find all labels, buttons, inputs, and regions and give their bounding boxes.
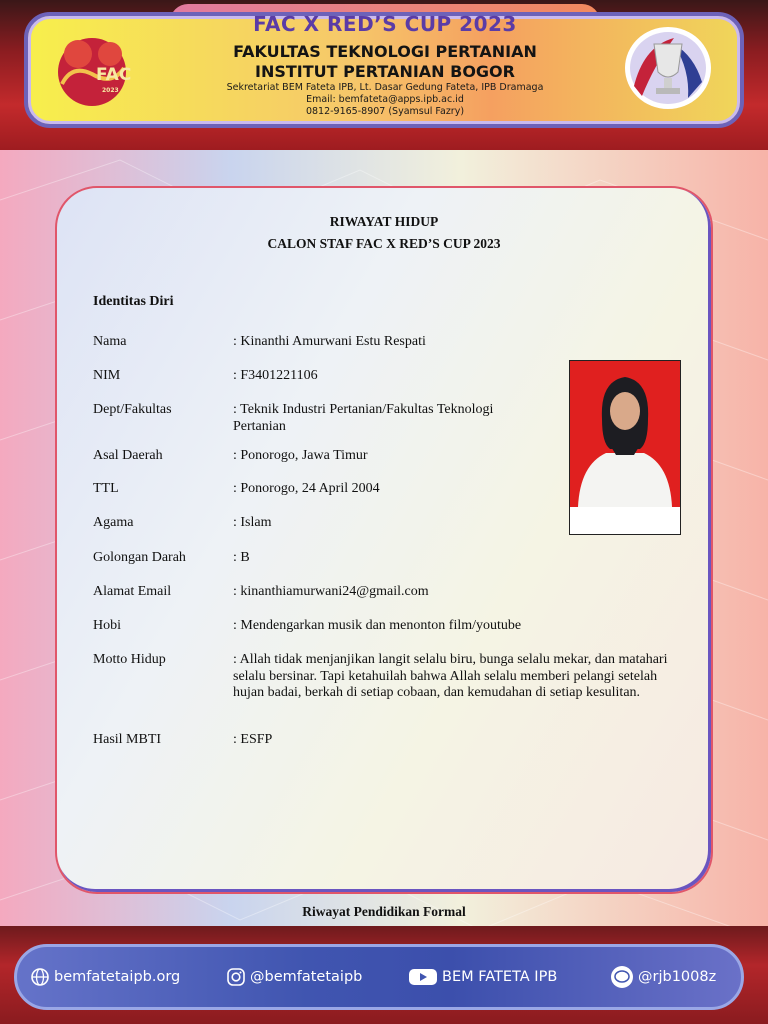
footer-website[interactable]: [30, 964, 180, 990]
field-value-hobi: : Mendengarkan musik dan menonton film/youtube: [233, 618, 522, 633]
youtube-icon: [408, 967, 438, 987]
instagram-icon: [226, 967, 246, 987]
field-value-mbti: : ESFP: [233, 732, 273, 747]
footer-instagram-text: @bemfatetaipb: [250, 969, 363, 985]
field-value-motto: : Allah tidak menjanjikan langit selalu biru, bunga selalu mekar, dan matahari selalu bersinar. Tapi ketahuilah bahwa Allah selalu memberi pelangi setelah hujan badai, berkah di setiap cobaan, dan kemudahan di setiap kesulitan.: [233, 652, 668, 700]
field-label-mbti: Hasil MBTI: [93, 732, 162, 747]
field-value-dept: : Teknik Industri Pertanian/Fakultas Teknologi Pertanian: [233, 402, 494, 434]
field-value-ttl: : Ponorogo, 24 April 2004: [233, 481, 380, 496]
profile-photo-image: [570, 361, 680, 534]
field-label-asal-daerah: Asal Daerah: [93, 448, 163, 463]
document-title: RIWAYAT HIDUP: [329, 214, 439, 229]
document-subtitle: CALON STAF FAC X RED’S CUP 2023: [267, 236, 501, 251]
footer-youtube-text: BEM FATETA IPB: [442, 969, 558, 985]
field-label-ttl: TTL: [93, 481, 119, 496]
footer-website-text: bemfatetaipb.org: [54, 969, 181, 985]
contact-email: Email: bemfateta@apps.ipb.ac.id: [306, 94, 464, 105]
institute-name: INSTITUT PERTANIAN BOGOR: [255, 62, 515, 81]
field-value-nim: : F3401221106: [233, 368, 318, 383]
event-title: FAC X RED’S CUP 2023: [253, 12, 517, 36]
contact-phone: 0812-9165-8907 (Syamsul Fazry): [305, 106, 465, 117]
footer-line[interactable]: [610, 964, 716, 990]
field-label-motto: Motto Hidup: [93, 652, 166, 667]
field-value-asal-daerah: : Ponorogo, Jawa Timur: [233, 448, 368, 463]
profile-photo: [569, 360, 681, 535]
fac-logo-text: FAC: [96, 65, 132, 85]
cv-card: [55, 186, 713, 894]
secretariat-address: Sekretariat BEM Fateta IPB, Lt. Dasar Gedung Fateta, IPB Dramaga: [226, 82, 544, 93]
globe-icon: [30, 967, 50, 987]
footer-instagram[interactable]: [226, 964, 362, 990]
field-label-hobi: Hobi: [93, 618, 121, 633]
footer-youtube[interactable]: [408, 964, 557, 990]
field-label-golongan-darah: Golongan Darah: [93, 550, 186, 565]
field-label-email: Alamat Email: [93, 584, 172, 599]
footer-line-text: @rjb1008z: [638, 969, 717, 985]
faculty-name: FAKULTAS TEKNOLOGI PERTANIAN: [233, 42, 537, 61]
line-icon: [610, 965, 634, 989]
trophy-logo: [624, 26, 712, 110]
field-label-nama: Nama: [93, 334, 127, 349]
field-value-nama: : Kinanthi Amurwani Estu Respati: [233, 334, 426, 349]
section-heading-identitas: Identitas Diri: [93, 294, 174, 309]
fac-logo-year: 2023: [102, 87, 119, 94]
field-label-agama: Agama: [93, 515, 134, 530]
field-value-golongan-darah: : B: [233, 550, 250, 565]
field-label-dept: Dept/Fakultas: [93, 402, 172, 417]
field-value-email: : kinanthiamurwani24@gmail.com: [233, 584, 429, 599]
field-label-nim: NIM: [93, 368, 121, 383]
field-value-agama: : Islam: [233, 515, 272, 530]
next-section-heading: Riwayat Pendidikan Formal: [302, 904, 466, 919]
fac-logo: [52, 24, 142, 114]
